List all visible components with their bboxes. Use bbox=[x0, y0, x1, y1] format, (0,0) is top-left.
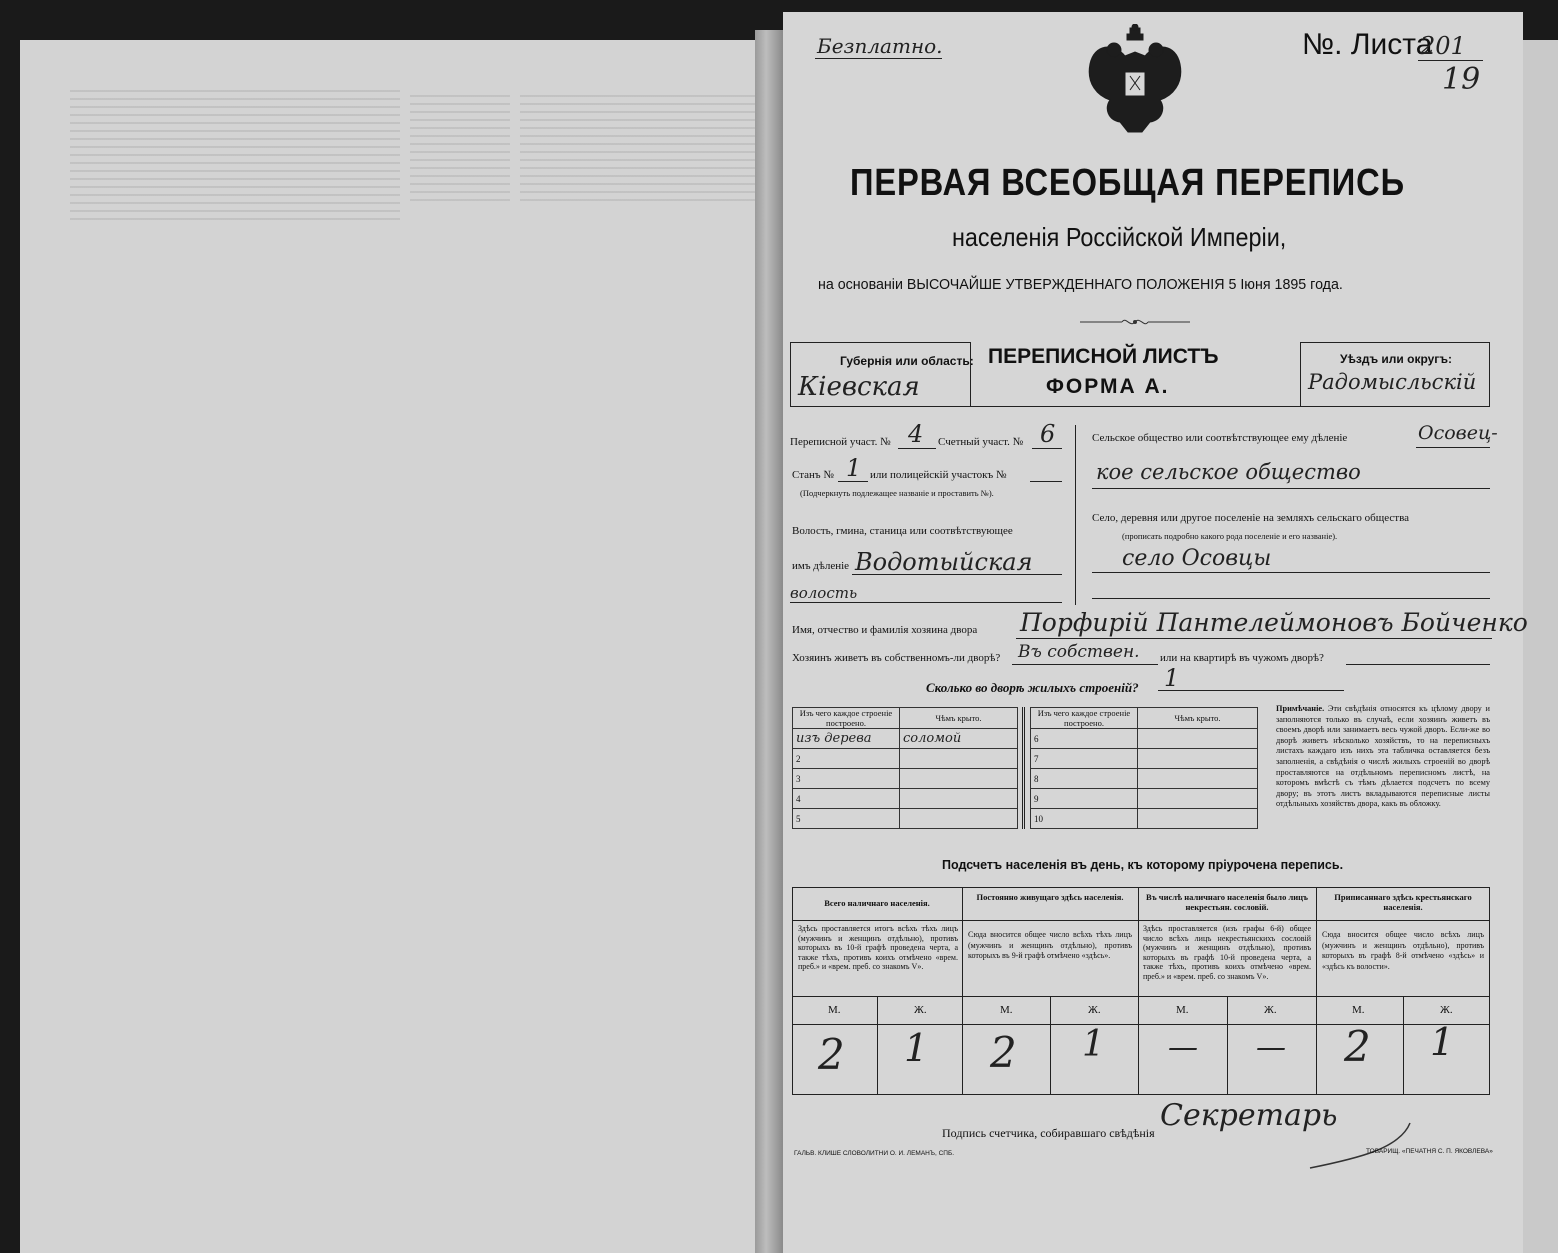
pop-col3-desc: Здѣсь проставляется (изъ графы 6-й) общее число всѣхъ лицъ некрестьянскихъ сословій (мужчинъ и женщинъ отдѣльно), противъ которыхъ въ графѣ 10-й проведена черта, а также тѣхъ, противъ коихъ отмѣчено «врем. преб.» и «врем. преб. со знакомъ V». bbox=[1143, 924, 1311, 981]
sheet-corner-number: 19 bbox=[1442, 62, 1481, 97]
selskoe-value-2: кое сельское общество bbox=[1096, 460, 1361, 484]
table-row: 3 bbox=[793, 769, 1018, 789]
zh-label: Ж. bbox=[914, 1004, 927, 1016]
table-row: 7 bbox=[1031, 749, 1258, 769]
zh-label: Ж. bbox=[1264, 1004, 1277, 1016]
table-row: 5 bbox=[793, 809, 1018, 829]
m-label: М. bbox=[1352, 1004, 1365, 1016]
buildings-table-left: Изъ чего каждое строеніе построено. Чѣмъ крыто. изъ дерева соломой 2 3 4 5 bbox=[792, 707, 1018, 829]
total-present-female: 1 bbox=[904, 1026, 929, 1070]
enumerator-signature: Секретарь bbox=[1160, 1098, 1338, 1133]
volost-value-2: волость bbox=[790, 584, 858, 602]
book-spine bbox=[755, 30, 783, 1253]
zh-label: Ж. bbox=[1440, 1004, 1453, 1016]
selo-label: Село, деревня или другое поселеніе на земляхъ сельскаго общества bbox=[1092, 512, 1410, 524]
pop-col2-head: Постоянно живущаго здѣсь населенія. bbox=[976, 892, 1124, 902]
left-blank-page bbox=[20, 40, 755, 1253]
total-present-male: 2 bbox=[818, 1030, 845, 1079]
selskoe-label: Сельское общество или соотвѣтствующее ему дѣленіе bbox=[1092, 432, 1348, 444]
bleed-through-text bbox=[70, 90, 400, 220]
census-subtitle: населенія Россійской Имперіи, bbox=[952, 222, 1287, 252]
table-row: 2 bbox=[793, 749, 1018, 769]
double-headed-eagle-emblem bbox=[1080, 24, 1190, 144]
non-peasant-female: — bbox=[1256, 1030, 1286, 1065]
zh-label: Ж. bbox=[1088, 1004, 1101, 1016]
sheet-number-label: №. Листа bbox=[1302, 28, 1433, 61]
guberniya-label: Губернія или область: bbox=[840, 354, 974, 368]
stan-value: 1 bbox=[846, 454, 862, 482]
form-title-line2: ФОРМА А. bbox=[1046, 375, 1170, 398]
table-row: 8 bbox=[1031, 769, 1258, 789]
volost-label-2: имъ дѣленіе bbox=[792, 560, 850, 572]
pop-col2-desc: Сюда вносится общее число всѣхъ тѣхъ лицъ (мужчинъ и женщинъ отдѣльно), противъ которыхъ въ 9-й графѣ отмѣчено «здѣсь». bbox=[968, 930, 1132, 960]
form-title-line1: ПЕРЕПИСНОЙ ЛИСТЪ bbox=[988, 345, 1219, 368]
uezd-label: Уѣздъ или округъ: bbox=[1340, 352, 1453, 366]
permanent-male: 2 bbox=[990, 1028, 1017, 1077]
population-table bbox=[792, 887, 1490, 1095]
guberniya-value: Кіевская bbox=[798, 372, 920, 402]
buildings-label: Сколько во дворѣ жилыхъ строеній? bbox=[926, 680, 1139, 695]
underline-note: (Подчеркнуть подлежащее названіе и проставить №). bbox=[800, 488, 994, 498]
pop-col3-head: Въ числѣ наличнаго населенія было лицъ некрестьян. сословій. bbox=[1146, 892, 1308, 912]
stan-label: Станъ № bbox=[792, 469, 834, 481]
table-row: 6 bbox=[1031, 729, 1258, 749]
free-of-charge-label: Безплатно. bbox=[817, 34, 943, 58]
pop-col4-desc: Сюда вносится общее число всѣхъ лицъ (мужчинъ и женщинъ отдѣльно), противъ которыхъ въ графѣ 8-й отмѣчено «здѣсь» и «здѣсь къ волости». bbox=[1322, 930, 1484, 971]
selo-value: село Осовцы bbox=[1122, 546, 1272, 571]
m-label: М. bbox=[1000, 1004, 1013, 1016]
pop-col4-head: Приписаннаго здѣсь крестьянскаго населенія. bbox=[1334, 892, 1472, 912]
buildings-table-right: Изъ чего каждое строеніе построено. Чѣмъ крыто. 6 7 8 9 10 bbox=[1030, 707, 1258, 829]
perepisnoy-label: Переписной участ. № bbox=[790, 436, 891, 448]
census-main-title: ПЕРВАЯ ВСЕОБЩАЯ ПЕРЕПИСЬ bbox=[850, 162, 1405, 204]
bleed-through-text bbox=[410, 95, 510, 205]
registered-peasant-female: 1 bbox=[1430, 1020, 1455, 1064]
perepisnoy-value: 4 bbox=[908, 420, 924, 448]
buildings-value: 1 bbox=[1164, 664, 1180, 692]
underlying-page-edge bbox=[1523, 40, 1558, 1253]
owner-label: Имя, отчество и фамилія хозяина двора bbox=[792, 624, 978, 636]
uezd-value: Радомысльскій bbox=[1308, 370, 1477, 394]
bleed-through-text bbox=[520, 95, 760, 205]
lives-label-1: Хозяинъ живетъ въ собственномъ-ли дворѣ? bbox=[792, 652, 1001, 664]
volost-value-1: Водотыйская bbox=[855, 548, 1033, 576]
lives-value: Въ собствен. bbox=[1018, 642, 1140, 662]
sheet-number-value: 201 bbox=[1420, 32, 1466, 60]
schetny-value: 6 bbox=[1040, 420, 1056, 448]
pop-col1-head: Всего наличнаго населенія. bbox=[824, 898, 930, 908]
registered-peasant-male: 2 bbox=[1344, 1022, 1371, 1071]
schetny-label: Счетный участ. № bbox=[938, 436, 1024, 448]
signature-label: Подпись счетчика, собиравшаго свѣдѣнія bbox=[942, 1126, 1155, 1140]
selo-note: (прописать подробно какого рода поселеніе и его названіе). bbox=[1122, 531, 1338, 541]
ornament-divider bbox=[1080, 314, 1190, 330]
footer-printer-right: ТОВАРИЩ. «ПЕЧАТНЯ С. П. ЯКОВЛЕВА» bbox=[1366, 1148, 1493, 1155]
selskoe-value-1: Осовец- bbox=[1418, 422, 1498, 444]
table-row: 10 bbox=[1031, 809, 1258, 829]
permanent-female: 1 bbox=[1082, 1024, 1105, 1065]
m-label: М. bbox=[828, 1004, 841, 1016]
footer-printer-left: ГАЛЬВ. КЛИШЕ СЛОВОЛИТНИ О. И. ЛЕМАНЪ, СПБ. bbox=[794, 1150, 955, 1157]
m-label: М. bbox=[1176, 1004, 1189, 1016]
legal-basis-line: на основаніи ВЫСОЧАЙШЕ УТВЕРЖДЕННАГО ПОЛОЖЕНІЯ 5 Іюня 1895 года. bbox=[818, 276, 1343, 293]
population-title: Подсчетъ населенія въ день, къ которому пріурочена перепись. bbox=[942, 858, 1344, 872]
lives-label-2: или на квартирѣ въ чужомъ дворѣ? bbox=[1160, 652, 1324, 664]
pop-col1-desc: Здѣсь проставляется итогъ всѣхъ тѣхъ лицъ (мужчинъ и женщинъ отдѣльно), противъ которыхъ въ 10-й графѣ проведена черта, а также тѣхъ, противъ коихъ отмѣчено «врем. преб.» и «врем. преб. со знакомъ V». bbox=[798, 924, 958, 972]
table-row: 4 bbox=[793, 789, 1018, 809]
non-peasant-male: — bbox=[1168, 1030, 1198, 1065]
police-label: или полицейскій участокъ № bbox=[870, 469, 1007, 481]
volost-label-1: Волость, гмина, станица или соотвѣтствующее bbox=[792, 525, 1013, 537]
owner-value: Порфирій Пантелеймоновъ Бойченко bbox=[1020, 608, 1528, 637]
table-row: изъ дерева соломой bbox=[793, 729, 1018, 749]
buildings-note: Примѣчаніе. Эти свѣдѣнія относятся къ цѣлому двору и заполняются только въ случаѣ, если хозяинъ живетъ въ своемъ дворѣ или занимаетъ весь чужой дворъ. Если-же во дворѣ живетъ нѣсколько хозяйствъ, то на переписныхъ листахъ каждаго изъ нихъ эта табличка оставляется безъ заполненія, а свѣдѣнія о числѣ жилыхъ строеній во дворѣ проставляются на отдѣльномъ переписномъ листѣ, на которомъ вмѣстѣ съ тѣмъ дѣлается подсчетъ по всему двору; въ этотъ листъ вкладываются переписные листы отдѣльныхъ хозяйствъ двора, какъ въ обложку. bbox=[1276, 704, 1490, 809]
table-row: 9 bbox=[1031, 789, 1258, 809]
